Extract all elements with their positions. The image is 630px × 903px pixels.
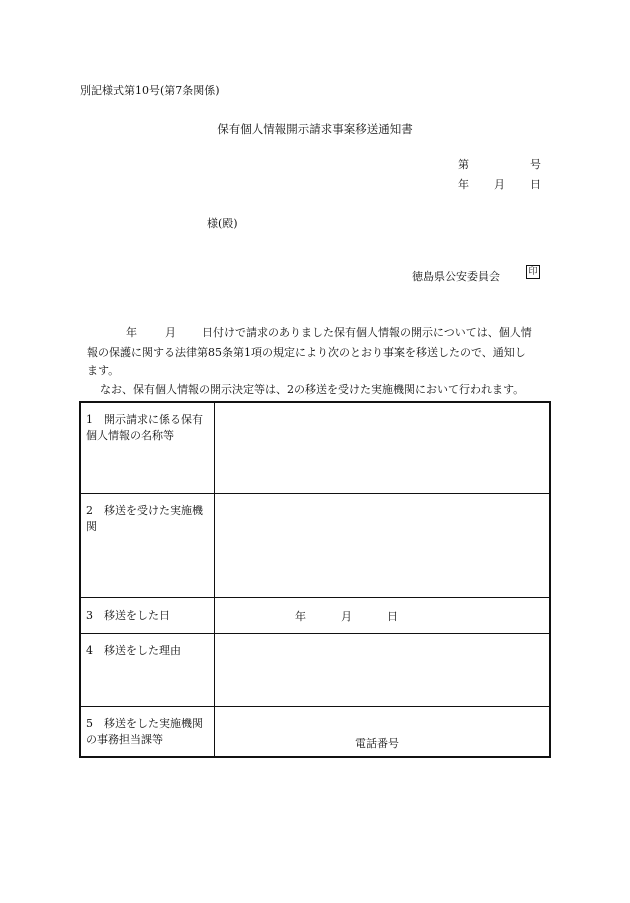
body-year-label: 年 — [126, 326, 137, 339]
row-label-cell — [81, 494, 215, 597]
contact-office-field[interactable] — [215, 707, 549, 758]
date-month-label: 月 — [494, 178, 505, 191]
table-row — [81, 598, 549, 634]
transfer-month-label: 月 — [341, 610, 352, 623]
phone-number-label: 電話番号 — [355, 737, 399, 750]
transfer-day-label: 日 — [387, 610, 398, 623]
row-label: 2 移送を受けた実施機 関 — [86, 504, 203, 533]
table-row — [81, 403, 549, 494]
row-label-cell — [81, 707, 215, 758]
document-number-suffix: 号 — [530, 158, 541, 171]
body-line-3: ます。 — [87, 364, 120, 377]
body-month-label: 月 — [165, 326, 176, 339]
transfer-year-label: 年 — [295, 610, 306, 623]
row-label: 4 移送をした理由 — [86, 644, 181, 657]
body-line-1 — [126, 324, 532, 340]
info-name-field[interactable] — [215, 403, 549, 493]
body-line-4: なお、保有個人情報の開示決定等は、2の移送を受けた実施機関において行われます。 — [100, 383, 525, 396]
document-title: 保有個人情報開示請求事案移送通知書 — [217, 122, 413, 136]
receiving-agency-field[interactable] — [215, 494, 549, 597]
issuer-name: 徳島県公安委員会 — [412, 270, 500, 283]
row-label: 3 移送をした日 — [86, 609, 170, 622]
form-number-label: 別記様式第10号(第7条関係) — [80, 84, 220, 97]
date-day-label: 日 — [530, 178, 541, 191]
table-row — [81, 707, 549, 758]
row-label-cell — [81, 634, 215, 706]
addressee-label: 様(殿) — [207, 217, 238, 230]
seal-mark: 印 — [526, 265, 540, 279]
body-line-2: 報の保護に関する法律第85条第1項の規定により次のとおり事案を移送したので、通知し — [87, 346, 526, 359]
transfer-date-field[interactable] — [215, 598, 549, 633]
transfer-reason-field[interactable] — [215, 634, 549, 706]
row-label-cell — [81, 403, 215, 493]
body-line-1-text: 日付けで請求のありました保有個人情報の開示については、個人情 — [202, 326, 532, 339]
transfer-details-table — [79, 401, 551, 758]
row-label: 1 開示請求に係る保有 個人情報の名称等 — [86, 413, 203, 442]
row-label-cell — [81, 598, 215, 633]
row-label: 5 移送をした実施機関 の事務担当課等 — [86, 717, 203, 746]
document-number-prefix: 第 — [458, 158, 469, 171]
table-row — [81, 494, 549, 598]
date-year-label: 年 — [458, 178, 469, 191]
table-row — [81, 634, 549, 707]
